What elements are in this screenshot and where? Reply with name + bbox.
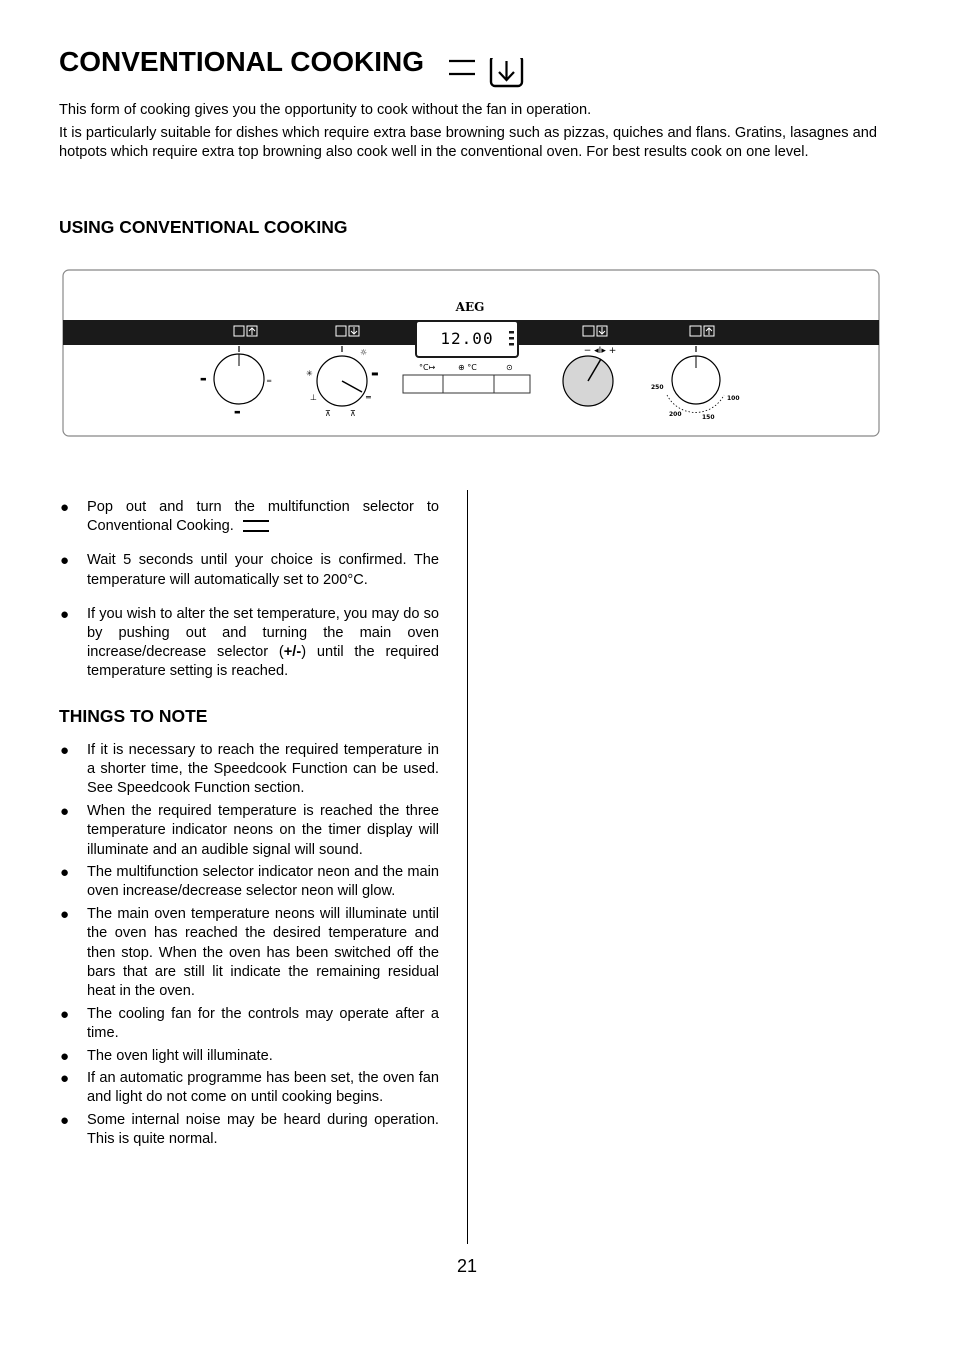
- list-item: [59, 1005, 439, 1043]
- svg-text:⊼: ⊼: [350, 409, 356, 418]
- list-item: [59, 905, 439, 1001]
- list-item: [59, 863, 439, 901]
- intro-paragraph-2: It is particularly suitable for dishes which require extra base browning such as pizzas, quiches and flans. Gratins, lasagnes and hotpots which require extra top browning also cook well in the conventional oven. For best results cook on one level.: [59, 125, 877, 160]
- temperature-indicator-neons: [509, 331, 514, 346]
- svg-text:°C↦: °C↦: [419, 363, 436, 372]
- conventional-cooking-icon: [449, 61, 475, 74]
- svg-text:☼: ☼: [360, 348, 368, 357]
- bullet: ●: [60, 864, 70, 882]
- step-text: Wait 5 seconds until your choice is confirmed. The temperature will automatically set to 200°C.: [87, 552, 439, 588]
- timer-button-minute-minder[interactable]: [494, 375, 530, 393]
- bullet: ●: [60, 499, 70, 516]
- svg-text:▬: ▬: [371, 369, 379, 378]
- oven-control-panel-diagram: [62, 269, 882, 439]
- svg-text:═: ═: [366, 393, 371, 402]
- bullet: ●: [60, 742, 70, 759]
- bullet: ●: [60, 552, 70, 570]
- temp-mark-100: 100: [727, 395, 740, 402]
- svg-text:⊙: ⊙: [506, 363, 513, 372]
- bullet: ●: [60, 1005, 70, 1023]
- step-text: If you wish to alter the set temperature, you may do so by pushing out and turning the main oven increase/decrease selector (: [87, 605, 439, 661]
- page-number: 21: [457, 1256, 478, 1276]
- bullet: ●: [60, 605, 70, 623]
- door-down-arrow-icon: [491, 58, 522, 86]
- bullet: ●: [60, 1112, 70, 1130]
- list-item: [59, 551, 439, 589]
- temp-mark-200: 200: [669, 411, 682, 418]
- conventional-cooking-icon: [242, 519, 270, 533]
- title-symbols: [447, 58, 527, 88]
- note-text: When the required temperature is reached the three temperature indicator neons on the timer display will illuminate and an audible signal will sound.: [87, 803, 439, 858]
- page-title: CONVENTIONAL COOKING: [59, 46, 425, 77]
- list-item: [59, 1047, 439, 1066]
- list-item: [59, 498, 439, 536]
- bullet: ●: [60, 1047, 70, 1065]
- step-text: Pop out and turn the multifunction selector to Conventional Cooking.: [87, 499, 439, 535]
- increase-decrease-label: − ◂I▸ +: [583, 346, 617, 356]
- intro-paragraph-1: This form of cooking gives you the opportunity to cook without the fan in operation.: [59, 102, 592, 118]
- svg-text:⊕ °C: ⊕ °C: [458, 363, 477, 372]
- section-heading-things-to-note: THINGS TO NOTE: [59, 706, 208, 726]
- note-text: The cooling fan for the controls may operate after a time.: [87, 1005, 439, 1041]
- display-left-symbols: ◂▸: [402, 343, 409, 350]
- note-text: Some internal noise may be heard during operation. This is quite normal.: [87, 1112, 439, 1148]
- note-text: The oven light will illuminate.: [87, 1047, 273, 1064]
- list-item: [59, 802, 439, 860]
- timer-clock-readout: 12.00: [440, 329, 494, 348]
- list-item: [59, 741, 439, 799]
- list-item: [59, 1111, 439, 1149]
- note-text: The main oven temperature neons will illuminate until the oven has reached the desired temperature and then stop. When the oven has been switched off the bars that are still lit indicate the remaining residual heat in the oven.: [87, 906, 439, 999]
- step-text-continued: ) until the required temperature setting is reached.: [87, 644, 439, 680]
- bullet: ●: [60, 906, 70, 924]
- notes-list: [59, 741, 439, 1150]
- increase-decrease-selector-knob[interactable]: [563, 356, 613, 406]
- section-heading-using: USING CONVENTIONAL COOKING: [59, 217, 348, 237]
- note-text: If an automatic programme has been set, the oven fan and light do not come on until cooking begins.: [87, 1070, 439, 1106]
- svg-text:⊥: ⊥: [310, 393, 317, 402]
- note-text: The multifunction selector indicator neon and the main oven increase/decrease selector neon will glow.: [87, 864, 439, 900]
- temp-mark-250: 250: [651, 384, 664, 391]
- steps-list: [59, 498, 439, 682]
- bullet: ●: [60, 1070, 70, 1088]
- timer-button-cook-time[interactable]: [403, 375, 443, 393]
- svg-text:▬: ▬: [200, 375, 207, 383]
- plus-minus-symbol: +/-: [283, 644, 302, 661]
- brand-logo: AEG: [455, 300, 485, 314]
- svg-text:▬: ▬: [234, 408, 241, 416]
- column-divider: [467, 490, 468, 1244]
- list-item: [59, 605, 439, 682]
- svg-text:═: ═: [267, 377, 272, 385]
- temp-mark-150: 150: [702, 414, 715, 421]
- bullet: ●: [60, 803, 70, 821]
- svg-text:⊼: ⊼: [325, 409, 331, 418]
- list-item: [59, 1069, 439, 1107]
- svg-text:✳: ✳: [306, 369, 313, 378]
- note-text: If it is necessary to reach the required temperature in a shorter time, the Speedcook Function can be used. See Speedcook Function section.: [87, 742, 439, 797]
- timer-button-end-time[interactable]: [443, 375, 494, 393]
